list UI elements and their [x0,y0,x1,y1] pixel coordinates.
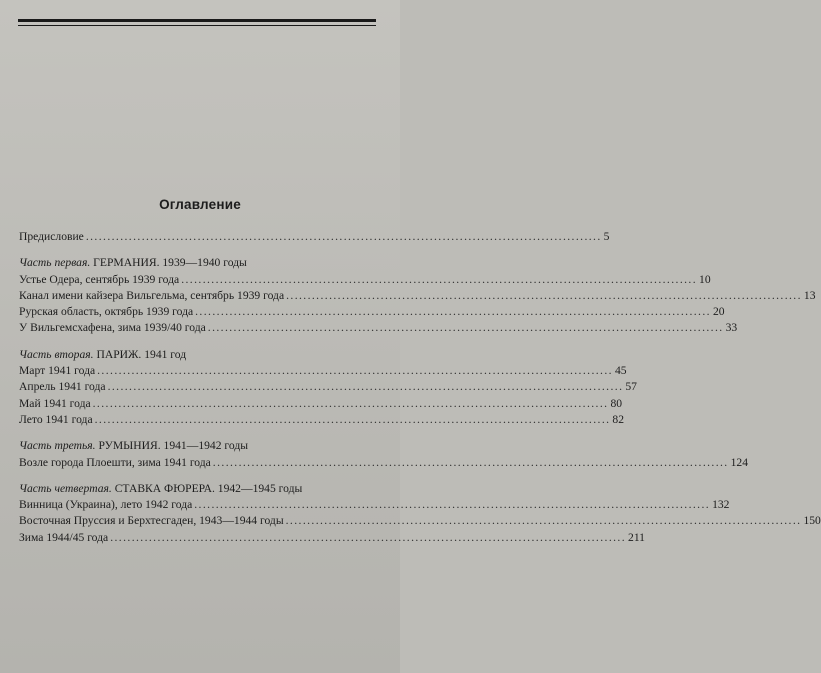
dot-leader: ........................................................................................................................ [85,230,602,243]
part-heading [19,347,376,363]
entry-page: 45 [614,364,627,378]
table-of-contents [19,229,821,546]
part-label: Часть первая. [19,256,91,270]
entry-page: 10 [699,272,711,286]
part-label: Часть вторая. [19,347,94,361]
dot-leader: ........................................................................................................................ [92,396,609,410]
entry-page: 13 [803,288,816,302]
entry-title: Возле города Плоешти, зима 1941 года [19,455,211,469]
entry-page: 80 [610,396,623,410]
entry-page: 82 [612,412,625,426]
part-name: РУМЫНИЯ. 1941—1942 годы [98,439,249,453]
header-rule-thin [18,25,376,26]
entry-page: 211 [628,530,645,544]
part-name: ГЕРМАНИЯ. 1939—1940 годы [93,256,247,270]
dot-leader: ........................................................................................................................ [286,288,802,302]
dot-leader: ........................................................................................................................ [97,364,613,378]
dot-leader: ........................................................................................................................ [212,455,729,469]
toc-entry [19,412,625,428]
toc-entry [19,272,711,288]
entry-title: Апрель 1941 года [19,380,106,394]
header-rule-thick [18,19,376,22]
toc-entry [19,320,738,336]
toc-entry [19,530,645,546]
part-name: СТАВКА ФЮРЕРА. 1942—1945 годы [114,481,303,495]
dot-leader: ........................................................................................................................ [285,514,802,528]
dot-leader: ........................................................................................................................ [94,412,611,426]
dot-leader: ........................................................................................................................ [107,380,624,394]
entry-page: 5 [603,230,610,243]
toc-entry [19,396,623,412]
dot-leader: ........................................................................................................................ [110,530,627,544]
toc-entry [19,363,627,379]
dot-leader: ........................................................................................................................ [194,498,711,512]
entry-page: 57 [625,380,637,394]
toc-entry [19,455,748,471]
entry-page: 132 [712,498,730,512]
entry-title: У Вильгемсхафена, зима 1939/40 года [19,321,206,335]
toc-entry [19,288,816,304]
entry-page: 20 [712,305,725,319]
entry-title: Восточная Пруссия и Берхтесгаден, 1943—1944 годы [19,514,284,528]
entry-page: 150 [803,514,821,528]
toc-heading: Оглавление [159,197,241,212]
entry-page: 124 [730,455,748,469]
toc-entry [19,379,637,395]
part-label: Часть четвертая. [19,481,112,495]
toc-entry [19,304,725,320]
entry-title: Устье Одера, сентябрь 1939 года [19,272,180,286]
entry-title: Май 1941 года [19,396,91,410]
toc-entry [19,497,730,513]
part-heading [19,481,376,497]
part-label: Часть третья. [19,439,96,453]
entry-title: Предисловие [19,230,84,243]
dot-leader: ........................................................................................................................ [195,305,711,319]
toc-entry-foreword [19,229,610,245]
part-name: ПАРИЖ. 1941 год [96,347,187,361]
entry-title: Канал имени кайзера Вильгельма, сентябрь 1939 года [19,288,285,302]
dot-leader: ........................................................................................................................ [181,272,698,286]
entry-title: Март 1941 года [19,364,96,378]
toc-entry [19,513,821,529]
part-heading [19,255,376,271]
dot-leader: ........................................................................................................................ [207,321,724,335]
entry-title: Рурская область, октябрь 1939 года [19,305,194,319]
part-heading [19,438,376,454]
entry-title: Зима 1944/45 года [19,530,109,544]
entry-title: Винница (Украина), лето 1942 года [19,498,193,512]
entry-page: 33 [725,321,738,335]
entry-title: Лето 1941 года [19,412,93,426]
